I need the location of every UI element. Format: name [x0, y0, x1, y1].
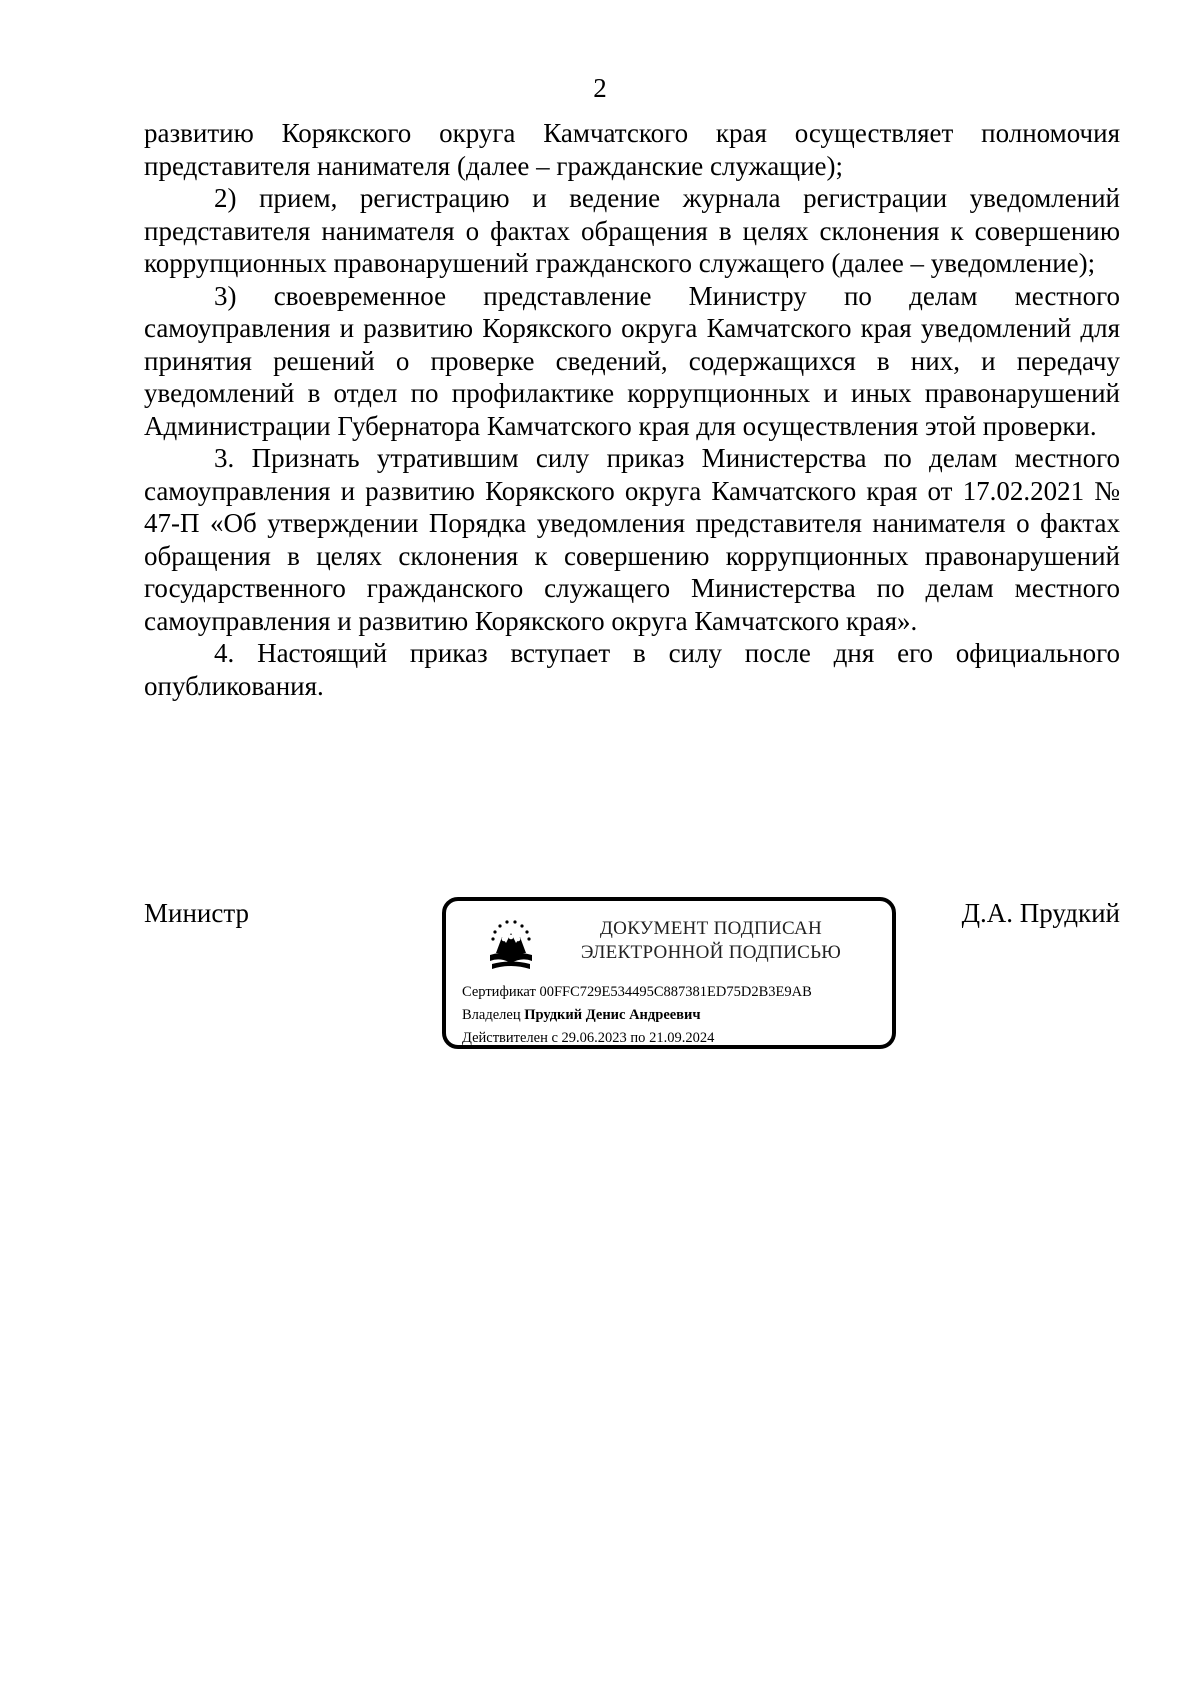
- valid-from: 29.06.2023: [561, 1030, 627, 1046]
- coat-of-arms-icon: [484, 917, 538, 977]
- certificate-row: [462, 981, 882, 1004]
- paragraph-item-3: 3) своевременное представление Министру по делам местного самоуправления и развитию Корякского округа Камчатского края уведомлений для принятия решений о проверке сведений, содержащихся в них, и передачу уведомлений в отдел по профилактике коррупционных и иных правонарушений Администрации Губернатора Камчатского края для осуществления этой проверки.: [144, 280, 1120, 441]
- valid-to-label: по: [630, 1030, 646, 1046]
- stamp-heading-line1: ДОКУМЕНТ ПОДПИСАН: [599, 918, 823, 939]
- certificate-label: Сертификат: [462, 984, 536, 1000]
- paragraph-continuation: развитию Корякского округа Камчатского края осуществляет полномочия представителя нанимателя (далее – гражданские служащие);: [144, 118, 1120, 181]
- paragraph-clause-4: 4. Настоящий приказ вступает в силу после дня его официального опубликования.: [144, 638, 1120, 701]
- owner-row: [462, 1004, 882, 1027]
- certificate-value: 00FFC729E534495C887381ED75D2B3E9AB: [539, 984, 812, 1000]
- signatory-name: Д.А. Прудкий: [961, 898, 1120, 928]
- stamp-heading: [556, 917, 866, 965]
- paragraph-clause-3: 3. Признать утратившим силу приказ Министерства по делам местного самоуправления и развитию Корякского округа Камчатского края от 17.02.2021 № 47-П «Об утверждении Порядка уведомления представителя нанимателя о фактах обращения в целях склонения к совершению коррупционных правонарушений государственного гражданского служащего Министерства по делам местного самоуправления и развитию Корякского округа Камчатского края».: [144, 443, 1120, 636]
- owner-label: Владелец: [462, 1007, 521, 1023]
- valid-to: 21.09.2024: [649, 1030, 715, 1046]
- electronic-signature-stamp: [442, 897, 896, 1049]
- stamp-details: [462, 981, 882, 1050]
- valid-label: Действителен с: [462, 1030, 558, 1046]
- owner-value: Прудкий Денис Андреевич: [524, 1007, 701, 1023]
- signatory-position: Министр: [144, 898, 249, 928]
- stamp-heading-line2: ЭЛЕКТРОННОЙ ПОДПИСЬЮ: [580, 942, 842, 963]
- paragraph-item-2: 2) прием, регистрацию и ведение журнала регистрации уведомлений представителя нанимателя о фактах обращения в целях склонения к совершению коррупционных правонарушений гражданского служащего (далее – уведомление);: [144, 183, 1120, 278]
- validity-row: [462, 1027, 882, 1050]
- document-body: [144, 117, 1120, 702]
- page-number: 2: [593, 73, 607, 103]
